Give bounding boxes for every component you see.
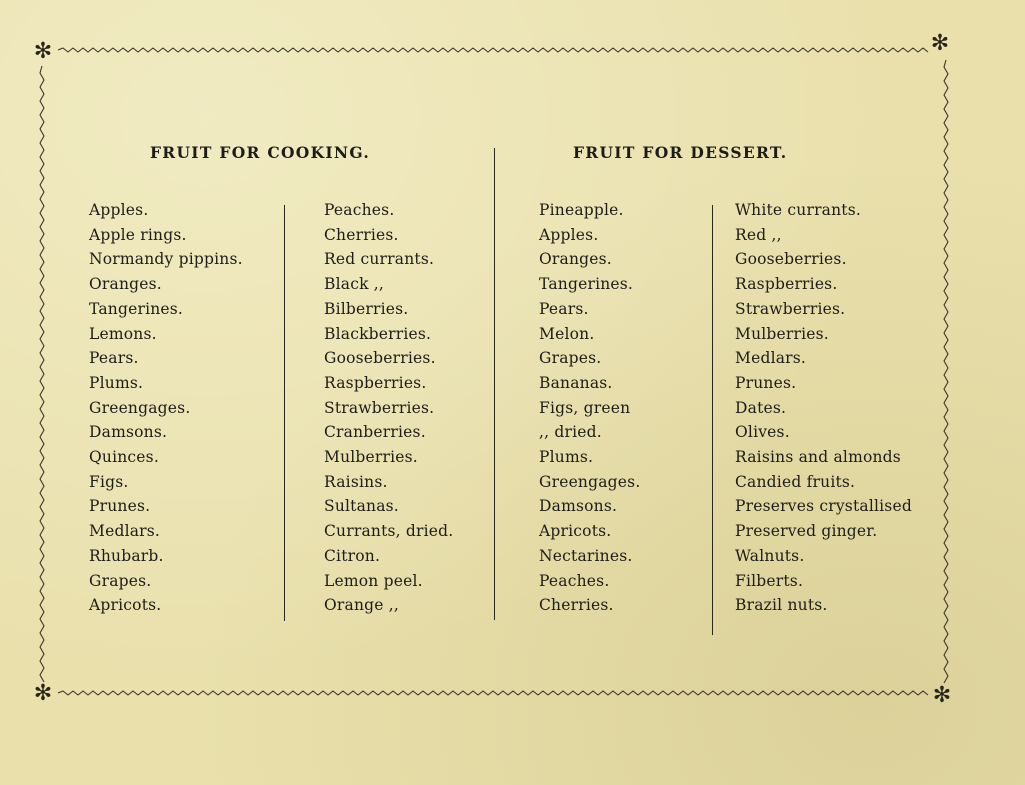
fruit-item: Lemon peel.	[324, 571, 423, 590]
fruit-item: Gooseberries.	[324, 349, 436, 368]
fruit-item: Bananas.	[539, 373, 613, 392]
fruit-item: Tangerines.	[539, 275, 634, 294]
fruit-item: Greengages.	[89, 398, 191, 417]
fruit-item: Raspberries.	[735, 275, 838, 294]
fruit-item: Grapes.	[89, 571, 152, 590]
fruit-item: Apples.	[89, 201, 149, 219]
dessert-column-divider	[712, 205, 713, 635]
fruit-item: Preserved ginger.	[735, 522, 878, 541]
fruit-item: Mulberries.	[324, 448, 418, 467]
fruit-item: Figs, green	[539, 398, 631, 417]
fruit-item: Cherries.	[539, 596, 614, 615]
corner-star-icon-bottom-left: ✻	[33, 681, 53, 706]
dessert-heading: FRUIT FOR DESSERT.	[573, 143, 788, 162]
fruit-item: Brazil nuts.	[735, 596, 828, 615]
fruit-item: Orange ,,	[324, 596, 400, 615]
right-border-line	[944, 60, 948, 683]
fruit-item: Sultanas.	[324, 497, 399, 516]
fruit-item: Damsons.	[539, 497, 618, 516]
corner-star-icon-bottom-right: ✻	[932, 683, 952, 708]
fruit-item: Medlars.	[735, 349, 807, 368]
cooking-list-2	[324, 198, 453, 618]
fruit-item: Raisins.	[324, 472, 388, 491]
fruit-item: Apricots.	[89, 596, 162, 615]
fruit-item: Pears.	[539, 299, 589, 318]
fruit-item: Currants, dried.	[324, 522, 454, 541]
fruit-item: Pineapple.	[539, 201, 624, 219]
fruit-item: Plums.	[89, 373, 144, 392]
fruit-item: Apple rings.	[89, 225, 187, 244]
fruit-item: Lemons.	[89, 324, 157, 343]
fruit-item: Grapes.	[539, 349, 602, 368]
dessert-list-2	[735, 198, 912, 618]
bottom-border-line	[58, 691, 928, 695]
fruit-item: ,, dried.	[539, 423, 602, 442]
fruit-item: Strawberries.	[324, 398, 435, 417]
fruit-item: Damsons.	[89, 423, 168, 442]
fruit-item: White currants.	[735, 201, 862, 219]
fruit-item: Plums.	[539, 448, 594, 467]
fruit-item: Cranberries.	[324, 423, 426, 442]
cooking-list-1	[89, 198, 243, 618]
fruit-item: Red currants.	[324, 250, 435, 269]
fruit-item: Apricots.	[539, 522, 612, 541]
fruit-item: Greengages.	[539, 472, 641, 491]
fruit-item: Melon.	[539, 324, 595, 343]
fruit-item: Gooseberries.	[735, 250, 847, 269]
fruit-item: Black ,,	[324, 275, 385, 294]
fruit-item: Bilberries.	[324, 299, 409, 318]
fruit-item: Quinces.	[89, 448, 159, 467]
fruit-item: Normandy pippins.	[89, 250, 243, 269]
cooking-heading: FRUIT FOR COOKING.	[150, 143, 371, 162]
fruit-item: Pears.	[89, 349, 139, 368]
fruit-item: Candied fruits.	[735, 472, 856, 491]
left-border-line	[40, 66, 44, 682]
fruit-item: Walnuts.	[735, 546, 805, 565]
fruit-item: Red ,,	[735, 225, 782, 244]
fruit-item: Rhubarb.	[89, 546, 164, 565]
center-divider	[494, 148, 495, 620]
fruit-item: Peaches.	[539, 571, 610, 590]
fruit-item: Dates.	[735, 398, 787, 417]
fruit-item: Prunes.	[735, 373, 797, 392]
fruit-item: Cherries.	[324, 225, 399, 244]
corner-star-icon-top-right: ✻	[930, 31, 950, 56]
fruit-item: Medlars.	[89, 522, 161, 541]
fruit-item: Nectarines.	[539, 546, 633, 565]
fruit-item: Oranges.	[539, 250, 612, 269]
cooking-column-divider	[284, 205, 285, 621]
dessert-list-1	[539, 198, 640, 618]
fruit-item: Prunes.	[89, 497, 151, 516]
fruit-item: Mulberries.	[735, 324, 829, 343]
fruit-item: Apples.	[539, 225, 599, 244]
fruit-item: Raisins and almonds	[735, 448, 901, 467]
fruit-item: Blackberries.	[324, 324, 432, 343]
fruit-item: Filberts.	[735, 571, 804, 590]
fruit-item: Tangerines.	[89, 299, 184, 318]
fruit-item: Oranges.	[89, 275, 162, 294]
fruit-item: Raspberries.	[324, 373, 427, 392]
fruit-item: Citron.	[324, 546, 381, 565]
fruit-item: Strawberries.	[735, 299, 846, 318]
corner-star-icon-top-left: ✻	[33, 39, 53, 64]
top-border-line	[58, 48, 928, 52]
fruit-item: Preserves crystallised	[735, 497, 912, 516]
fruit-item: Peaches.	[324, 201, 395, 219]
fruit-item: Figs.	[89, 472, 129, 491]
fruit-item: Olives.	[735, 423, 790, 442]
